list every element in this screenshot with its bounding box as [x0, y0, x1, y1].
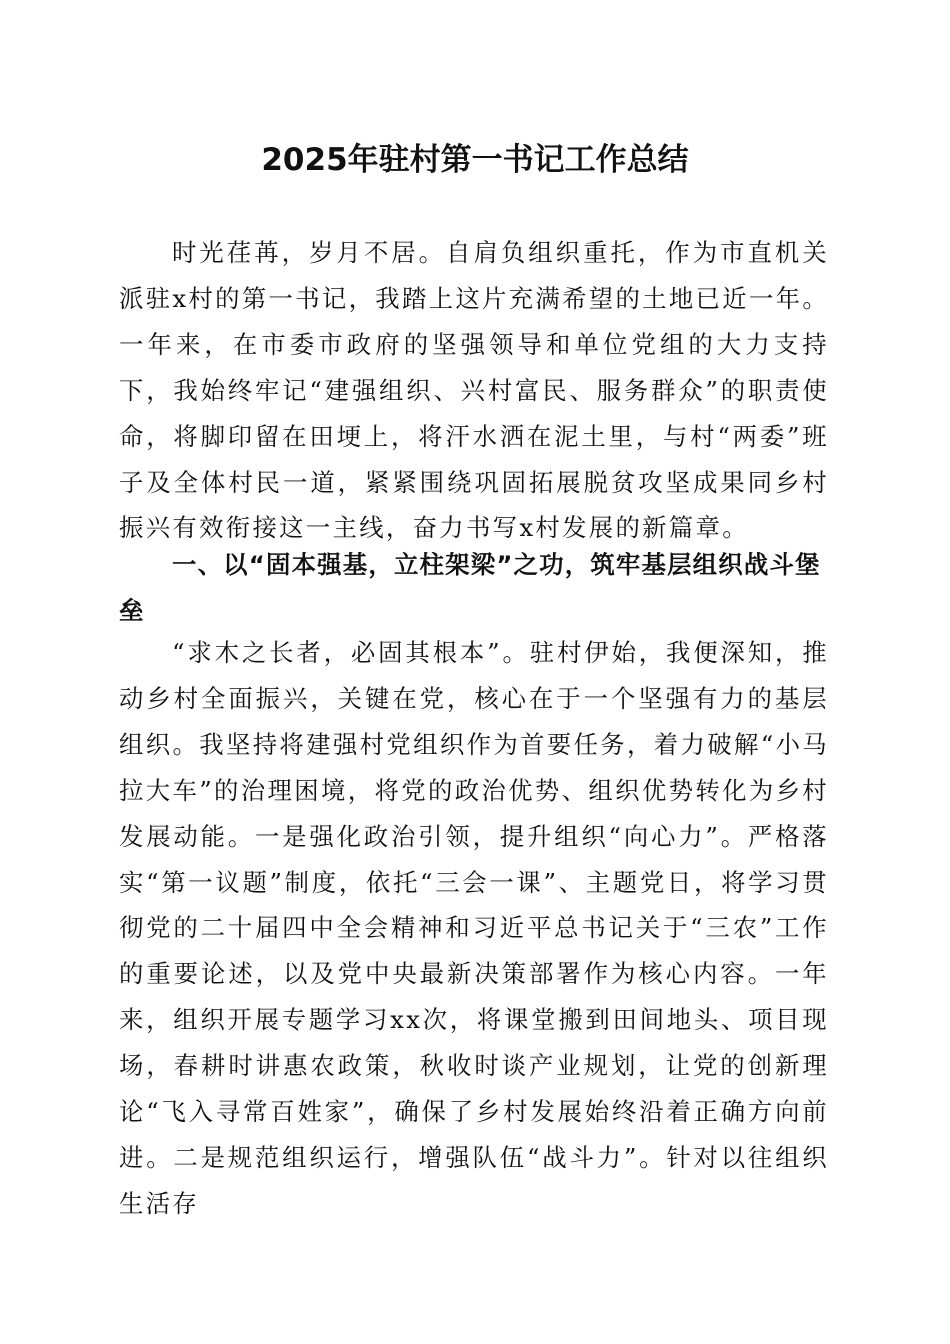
section-1-heading: 一、以“固本强基，立柱架梁”之功，筑牢基层组织战斗堡垒: [119, 550, 821, 625]
intro-paragraph: 时光荏苒，岁月不居。自肩负组织重托，作为市直机关派驻x村的第一书记，我踏上这片充满希望的土地已近一年。一年来，在市委市政府的坚强领导和单位党组的大力支持下，我始终牢记“建强组织、兴村富民、服务群众”的职责使命，将脚印留在田埂上，将汗水洒在泥土里，与村“两委”班子及全体村民一道，紧紧围绕巩固拓展脱贫攻坚成果同乡村振兴有效衔接这一主线，奋力书写x村发展的新篇章。: [119, 238, 830, 543]
section-1-paragraph: “求木之长者，必固其根本”。驻村伊始，我便深知，推动乡村全面振兴，关键在党，核心在于一个坚强有力的基层组织。我坚持将建强村党组织作为首要任务，着力破解“小马拉大车”的治理困境，将党的政治优势、组织优势转化为乡村发展动能。一是强化政治引领，提升组织“向心力”。严格落实“第一议题”制度，依托“三会一课”、主题党日，将学习贯彻党的二十届四中全会精神和习近平总书记关于“三农”工作的重要论述，以及党中央最新决策部署作为核心内容。一年来，组织开展专题学习xx次，将课堂搬到田间地头、项目现场，春耕时讲惠农政策，秋收时谈产业规划，让党的创新理论“飞入寻常百姓家”，确保了乡村发展始终沿着正确方向前进。二是规范组织运行，增强队伍“战斗力”。针对以往组织生活存: [119, 638, 829, 1218]
document-title: 2025年驻村第一书记工作总结: [261, 142, 689, 178]
